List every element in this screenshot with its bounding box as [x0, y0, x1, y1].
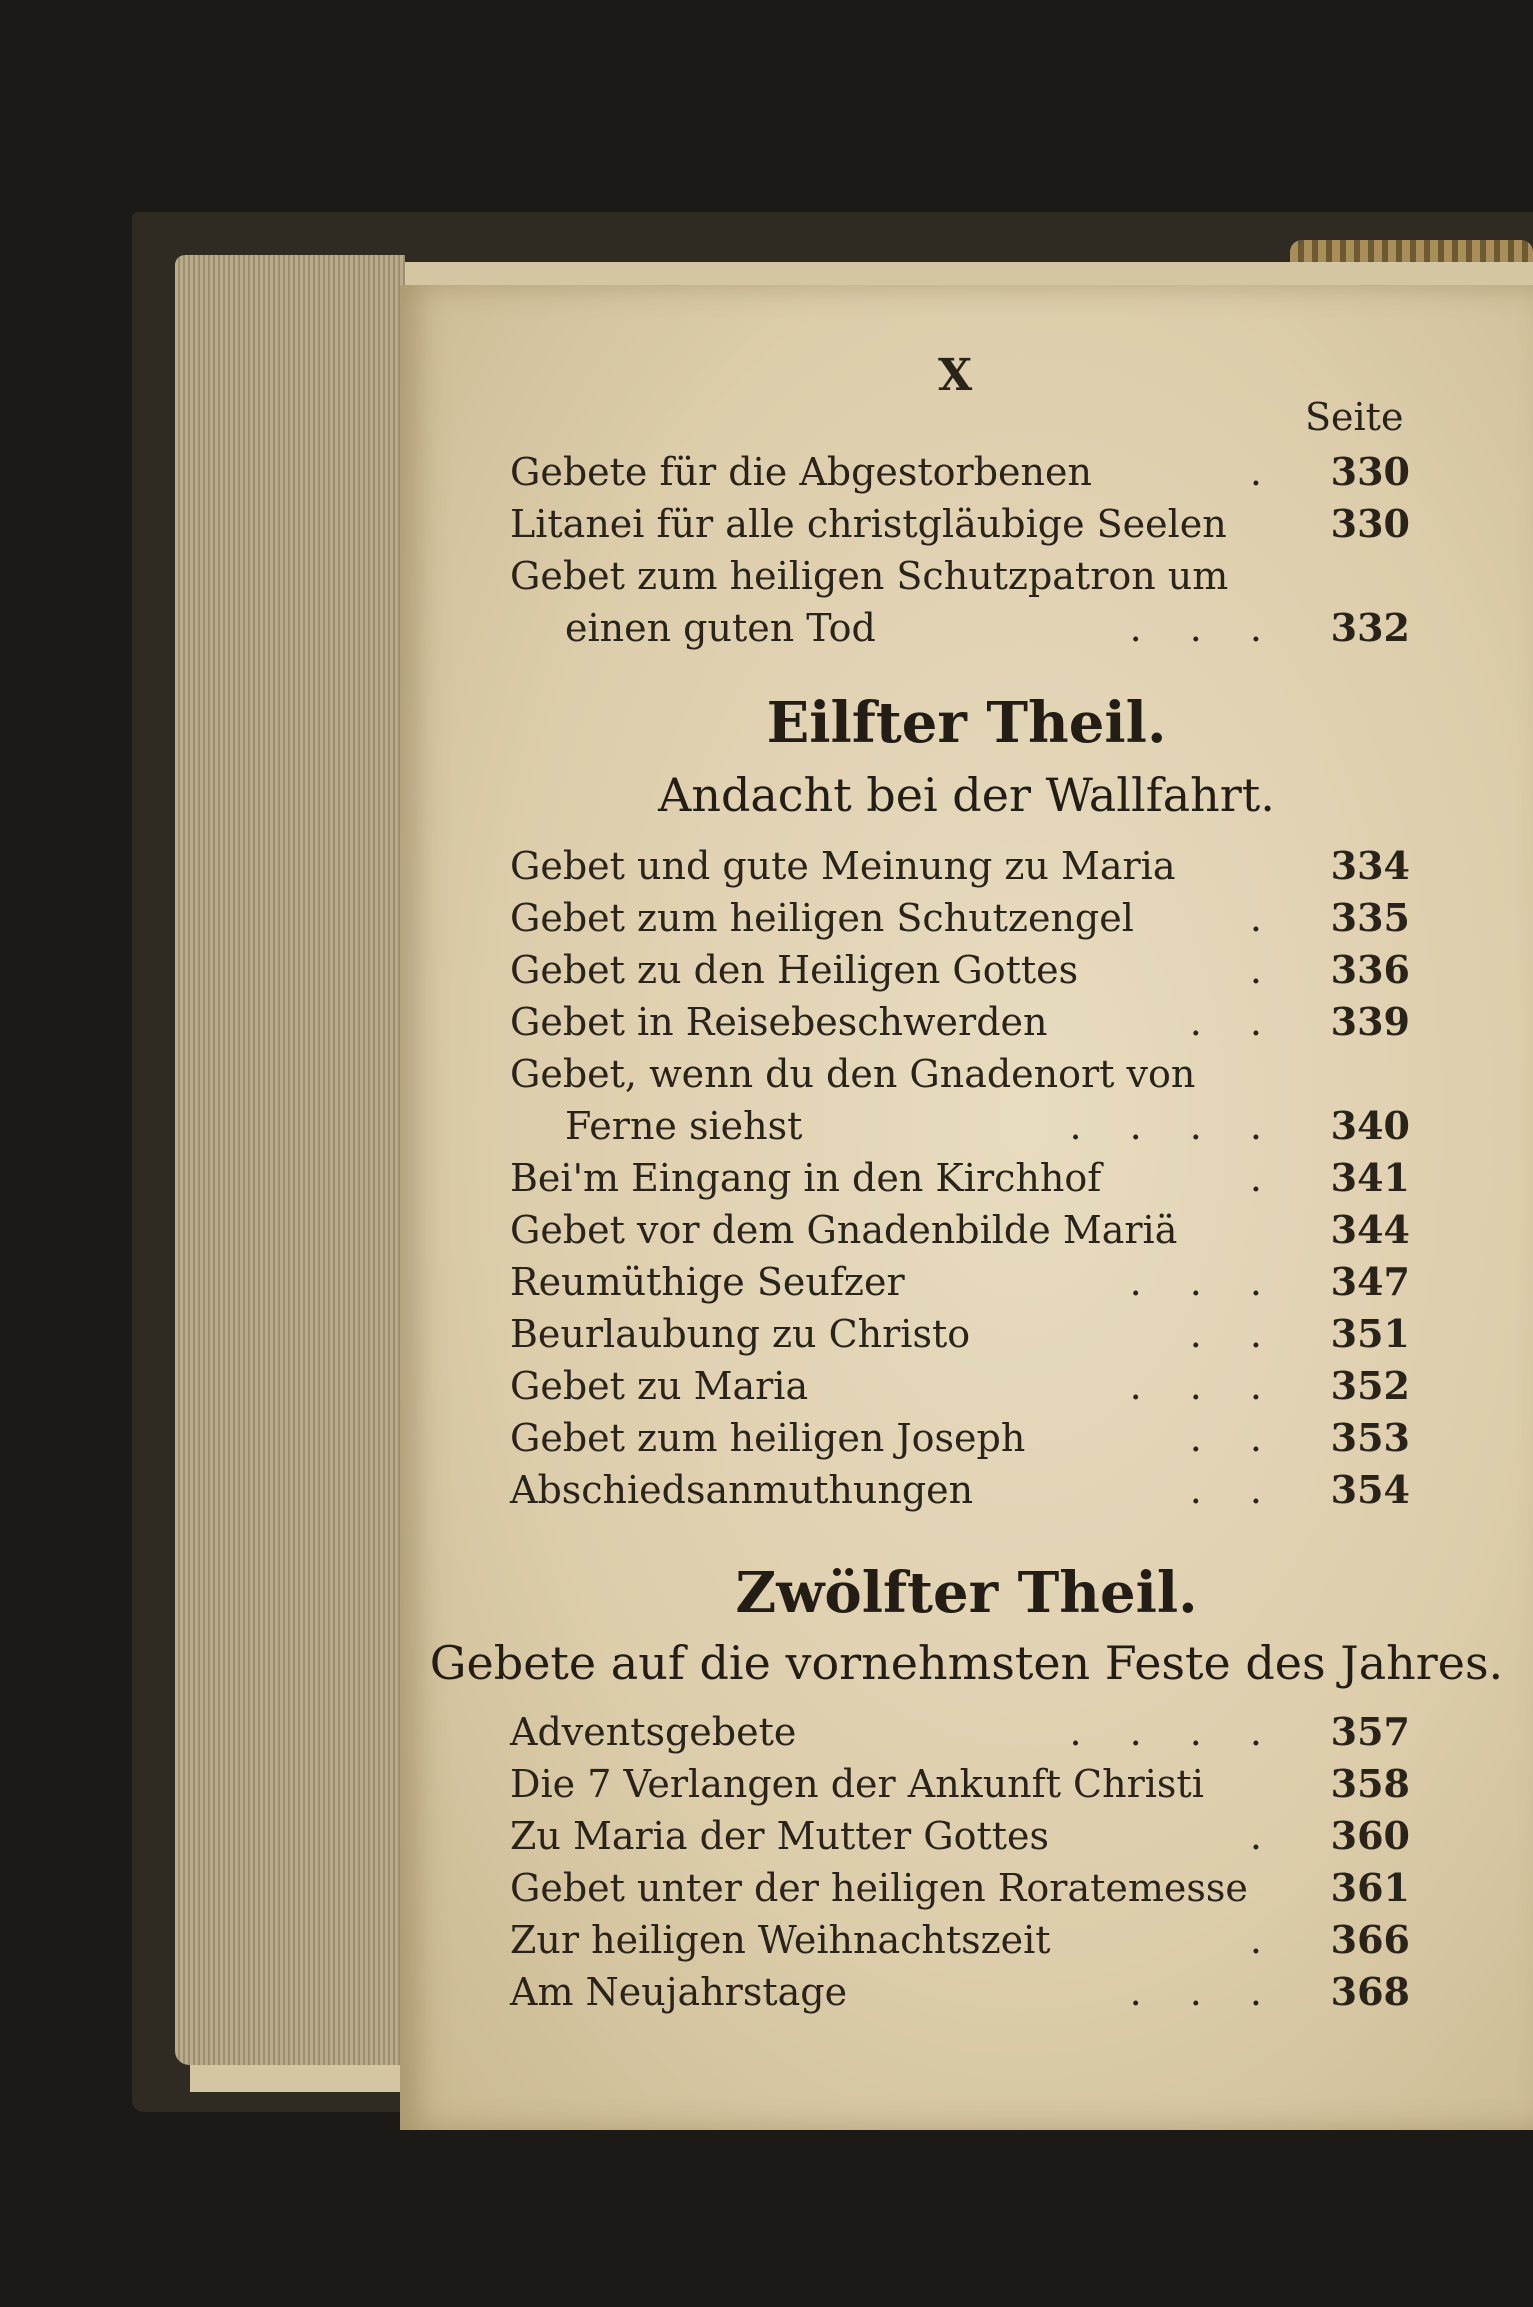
page-number: X — [938, 350, 973, 401]
entry-leader: . — [1249, 948, 1280, 992]
entry-title: Gebet zum heiligen Joseph — [510, 1416, 1026, 1460]
entry-leader: . — [1249, 896, 1280, 940]
toc-entry — [510, 1864, 1420, 1912]
entry-title: Gebet zu Maria — [510, 1364, 809, 1408]
entry-page: 341 — [1330, 1155, 1410, 1200]
toc-entry — [510, 842, 1420, 890]
toc-entry — [510, 1154, 1420, 1202]
entry-title: Gebete für die Abgestorbenen — [510, 450, 1092, 494]
toc-entry — [510, 946, 1420, 994]
toc-entry — [510, 1760, 1420, 1808]
entry-page: 361 — [1330, 1865, 1410, 1910]
entry-page: 368 — [1330, 1969, 1410, 2014]
toc-entry — [510, 1258, 1420, 1306]
entry-leader: . . . . — [1069, 1710, 1280, 1754]
entry-page: 353 — [1330, 1415, 1410, 1460]
toc-entry — [510, 604, 1420, 652]
entry-title: Zur heiligen Weihnachtszeit — [510, 1918, 1051, 1962]
toc-entry — [510, 1362, 1420, 1410]
entry-page: 344 — [1330, 1207, 1410, 1252]
entry-title: Gebet zum heiligen Schutzengel — [510, 896, 1134, 940]
entry-page: 352 — [1330, 1363, 1410, 1408]
entry-title: Gebet und gute Meinung zu Maria — [510, 844, 1176, 888]
entry-page: 366 — [1330, 1917, 1410, 1962]
toc-entry — [510, 1812, 1420, 1860]
entry-leader: . — [1249, 1918, 1280, 1962]
entry-title: Litanei für alle christgläubige Seelen — [510, 502, 1227, 546]
entry-leader: . . — [1189, 1416, 1280, 1460]
entry-page: 357 — [1330, 1709, 1410, 1754]
entry-page: 335 — [1330, 895, 1410, 940]
entry-leader: . . . — [1129, 1970, 1280, 2014]
entry-leader: . . . — [1129, 1260, 1280, 1304]
page-column-label: Seite — [1305, 395, 1404, 439]
entry-title: Am Neujahrstage — [510, 1970, 848, 2014]
entry-title: Gebet vor dem Gnadenbilde Mariä — [510, 1208, 1178, 1252]
entry-page: 360 — [1330, 1813, 1410, 1858]
section-heading: Zwölfter Theil. — [735, 1560, 1198, 1626]
section-subheading: Andacht bei der Wallfahrt. — [658, 768, 1275, 822]
entry-title: Gebet zum heiligen Schutzpatron um — [510, 554, 1229, 598]
entry-page: 340 — [1330, 1103, 1410, 1148]
toc-entry — [510, 1414, 1420, 1462]
entry-leader: . . — [1189, 1312, 1280, 1356]
entry-leader: . . . . — [1069, 1104, 1280, 1148]
toc-entry — [510, 448, 1420, 496]
entry-page: 351 — [1330, 1311, 1410, 1356]
toc-entry — [510, 894, 1420, 942]
toc-entry — [510, 1310, 1420, 1358]
entry-title: Gebet, wenn du den Gnadenort von — [510, 1052, 1196, 1096]
toc-entry — [510, 1968, 1420, 2016]
entry-page: 336 — [1330, 947, 1410, 992]
toc-entry — [510, 1050, 1420, 1098]
entry-title: Die 7 Verlangen der Ankunft Christi — [510, 1762, 1204, 1806]
section-heading: Eilfter Theil. — [766, 690, 1167, 756]
section-subheading: Gebete auf die vornehmsten Feste des Jahres. — [429, 1636, 1504, 1690]
entry-title: Beurlaubung zu Christo — [510, 1312, 971, 1356]
entry-title: Zu Maria der Mutter Gottes — [510, 1814, 1050, 1858]
toc-entry — [510, 1708, 1420, 1756]
toc-entry — [510, 1916, 1420, 1964]
entry-page: 354 — [1330, 1467, 1410, 1512]
toc-entry — [510, 1206, 1420, 1254]
page-edges — [175, 255, 405, 2065]
entry-page: 358 — [1330, 1761, 1410, 1806]
toc-entry — [510, 998, 1420, 1046]
entry-leader: . — [1249, 1814, 1280, 1858]
toc-entry — [510, 552, 1420, 600]
toc-entry — [510, 1102, 1420, 1150]
entry-title: Gebet in Reisebeschwerden — [510, 1000, 1048, 1044]
entry-page: 347 — [1330, 1259, 1410, 1304]
entry-leader: . . — [1189, 1468, 1280, 1512]
entry-page: 334 — [1330, 843, 1410, 888]
entry-title: Gebet unter der heiligen Roratemesse — [510, 1866, 1248, 1910]
entry-title: Ferne siehst — [565, 1104, 803, 1148]
entry-leader: . . . — [1129, 606, 1280, 650]
entry-page: 330 — [1330, 501, 1410, 546]
entry-title: Abschiedsanmuthungen — [510, 1468, 974, 1512]
entry-title: Adventsgebete — [510, 1710, 797, 1754]
toc-entry — [510, 1466, 1420, 1514]
entry-leader: . . — [1189, 1000, 1280, 1044]
entry-title: einen guten Tod — [565, 606, 876, 650]
entry-page: 330 — [1330, 449, 1410, 494]
entry-leader: . — [1249, 1156, 1280, 1200]
entry-page: 339 — [1330, 999, 1410, 1044]
entry-leader: . . . — [1129, 1364, 1280, 1408]
entry-title: Bei'm Eingang in den Kirchhof — [510, 1156, 1102, 1200]
entry-page: 332 — [1330, 605, 1410, 650]
entry-title: Reumüthige Seufzer — [510, 1260, 905, 1304]
entry-title: Gebet zu den Heiligen Gottes — [510, 948, 1079, 992]
toc-entry — [510, 500, 1420, 548]
entry-leader: . — [1249, 450, 1280, 494]
